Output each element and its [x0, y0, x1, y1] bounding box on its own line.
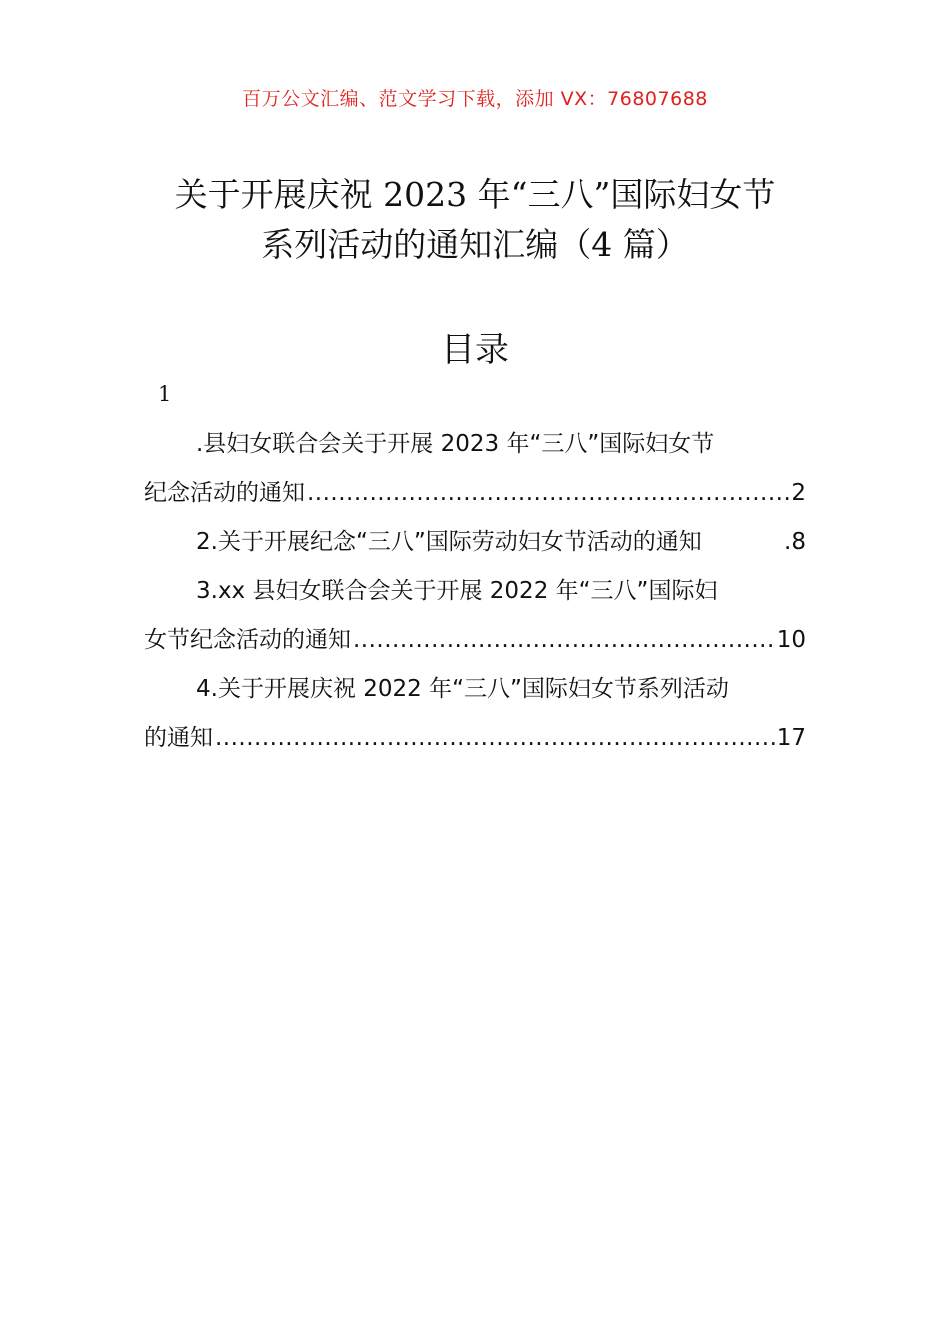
toc-page-number: 10: [776, 627, 806, 653]
title-line-2: 系列活动的通知汇编（4 篇）: [261, 225, 689, 264]
dot-leader: [215, 714, 775, 763]
toc-entry-title: .县妇女联合会关于开展 2023 年“三八”国际妇女节: [196, 431, 715, 457]
toc-entry-4[interactable]: [144, 665, 806, 763]
toc-page-number: 2: [791, 480, 806, 506]
toc-page-number: .8: [784, 529, 806, 555]
toc-entry-title-cont: 女节纪念活动的通知: [144, 627, 351, 653]
toc-entry-2[interactable]: [144, 518, 806, 567]
document-title: [100, 170, 850, 270]
toc-entry-title: 3.xx 县妇女联合会关于开展 2022 年“三八”国际妇: [196, 578, 718, 604]
stray-page-number: 1: [158, 382, 172, 406]
toc-heading: 目录: [441, 330, 509, 370]
dot-leader: [353, 616, 775, 665]
toc-entry-line: [144, 469, 806, 518]
toc-entry-1[interactable]: [144, 420, 806, 518]
dot-leader: [307, 469, 789, 518]
toc-page-number: 17: [776, 725, 806, 751]
title-line-1: 关于开展庆祝 2023 年“三八”国际妇女节: [174, 175, 776, 214]
toc-entry-line: [144, 518, 806, 567]
toc-entry-line: [144, 714, 806, 763]
toc-entry-title-cont: 的通知: [144, 725, 213, 751]
toc-entry-3[interactable]: [144, 567, 806, 665]
toc-entry-title-cont: 纪念活动的通知: [144, 480, 305, 506]
table-of-contents: [144, 420, 806, 763]
toc-entry-title: 4.关于开展庆祝 2022 年“三八”国际妇女节系列活动: [196, 676, 729, 702]
toc-entry-line: [144, 420, 806, 469]
toc-entry-line: [144, 567, 806, 616]
watermark-banner: 百万公文汇编、范文学习下载，添加 VX：76807688: [242, 88, 708, 110]
toc-entry-line: [144, 616, 806, 665]
toc-entry-title: 2.关于开展纪念“三八”国际劳动妇女节活动的通知: [196, 529, 702, 555]
toc-entry-line: [144, 665, 806, 714]
